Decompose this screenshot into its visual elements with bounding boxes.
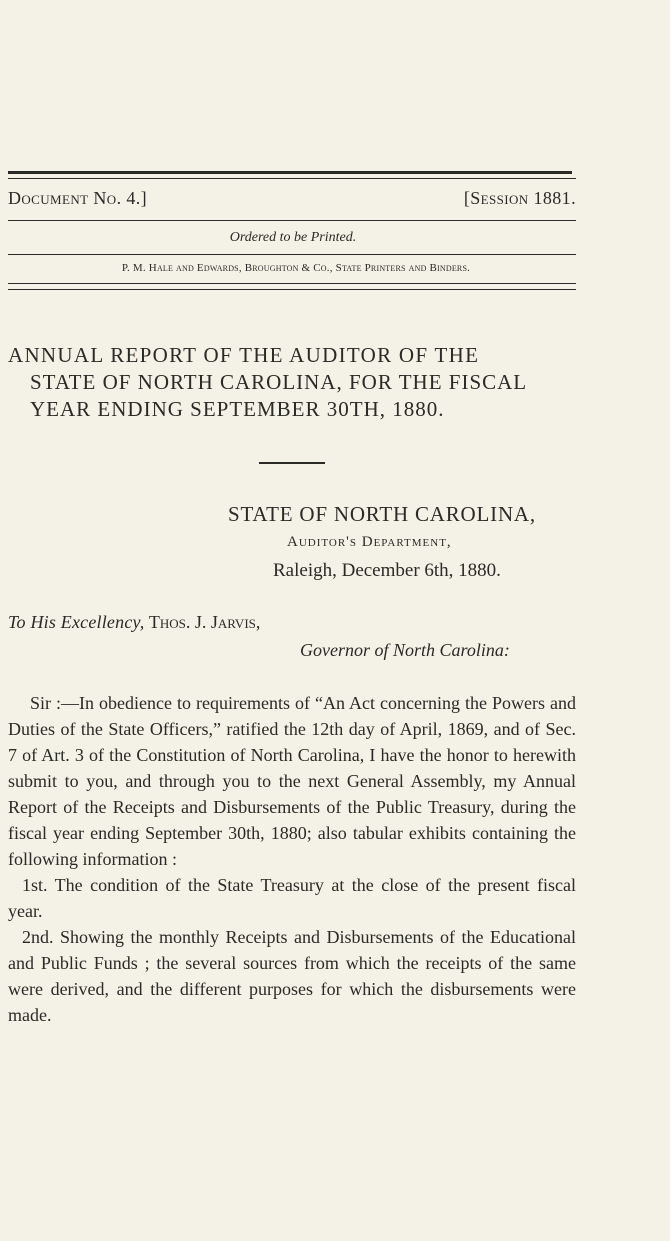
paragraph-intro: Sir :—In obedience to requirements of “An Act concerning the Powers and Duties of the State Officers,” ratified the 12th day of April, 1869, and of Sec. 7 of Art. 3 of the Constitution of North Carolina, I have the honor to herewith submit to you, and through you to the next General Assembly, my Annual Report of the Receipts and Disbursements of the Public Treasury, during the fiscal year ending September 30th, 1880; also tabular exhibits containing the following information : xyxy=(8,693,576,869)
top-rule-thin xyxy=(8,178,576,179)
letter-body xyxy=(8,690,576,1028)
rule-below-ordered xyxy=(8,254,576,255)
title-line-1: ANNUAL REPORT OF THE AUDITOR OF THE xyxy=(8,343,480,367)
session-label: [Session 1881. xyxy=(463,188,576,208)
salutation-to: To His Excellency, xyxy=(8,612,145,632)
top-rule-thick xyxy=(8,171,572,174)
title-line-2: STATE OF NORTH CAROLINA, FOR THE FISCAL xyxy=(30,370,528,394)
rule-below-docno xyxy=(8,220,576,221)
letterhead-department: Auditor's Department, xyxy=(287,534,452,550)
report-title xyxy=(8,342,584,423)
section-divider xyxy=(259,462,325,464)
letterhead-date: Raleigh, December 6th, 1880. xyxy=(273,560,501,581)
salutation-line xyxy=(8,612,260,633)
printers-rule-1 xyxy=(8,283,576,284)
paragraph-item-2: 2nd. Showing the monthly Receipts and Disbursements of the Educational and Public Funds ; the several sources from which the receipts of the same were derived, and the different purposes for which the disbursements were made. xyxy=(8,927,576,1025)
title-line-3: YEAR ENDING SEPTEMBER 30TH, 1880. xyxy=(30,397,445,421)
letterhead-state: STATE OF NORTH CAROLINA, xyxy=(228,502,536,526)
ordered-printed: Ordered to be Printed. xyxy=(229,230,357,245)
document-number: Document No. 4.] xyxy=(8,188,148,208)
salutation-name: Thos. J. Jarvis, xyxy=(148,612,261,632)
salutation-governor: Governor of North Carolina: xyxy=(300,640,510,660)
printers-line: P. M. Hale and Edwards, Broughton & Co., State Printers and Binders. xyxy=(121,262,471,274)
printers-rule-2 xyxy=(8,289,576,290)
paragraph-item-1: 1st. The condition of the State Treasury at the close of the present fiscal year. xyxy=(8,875,576,921)
